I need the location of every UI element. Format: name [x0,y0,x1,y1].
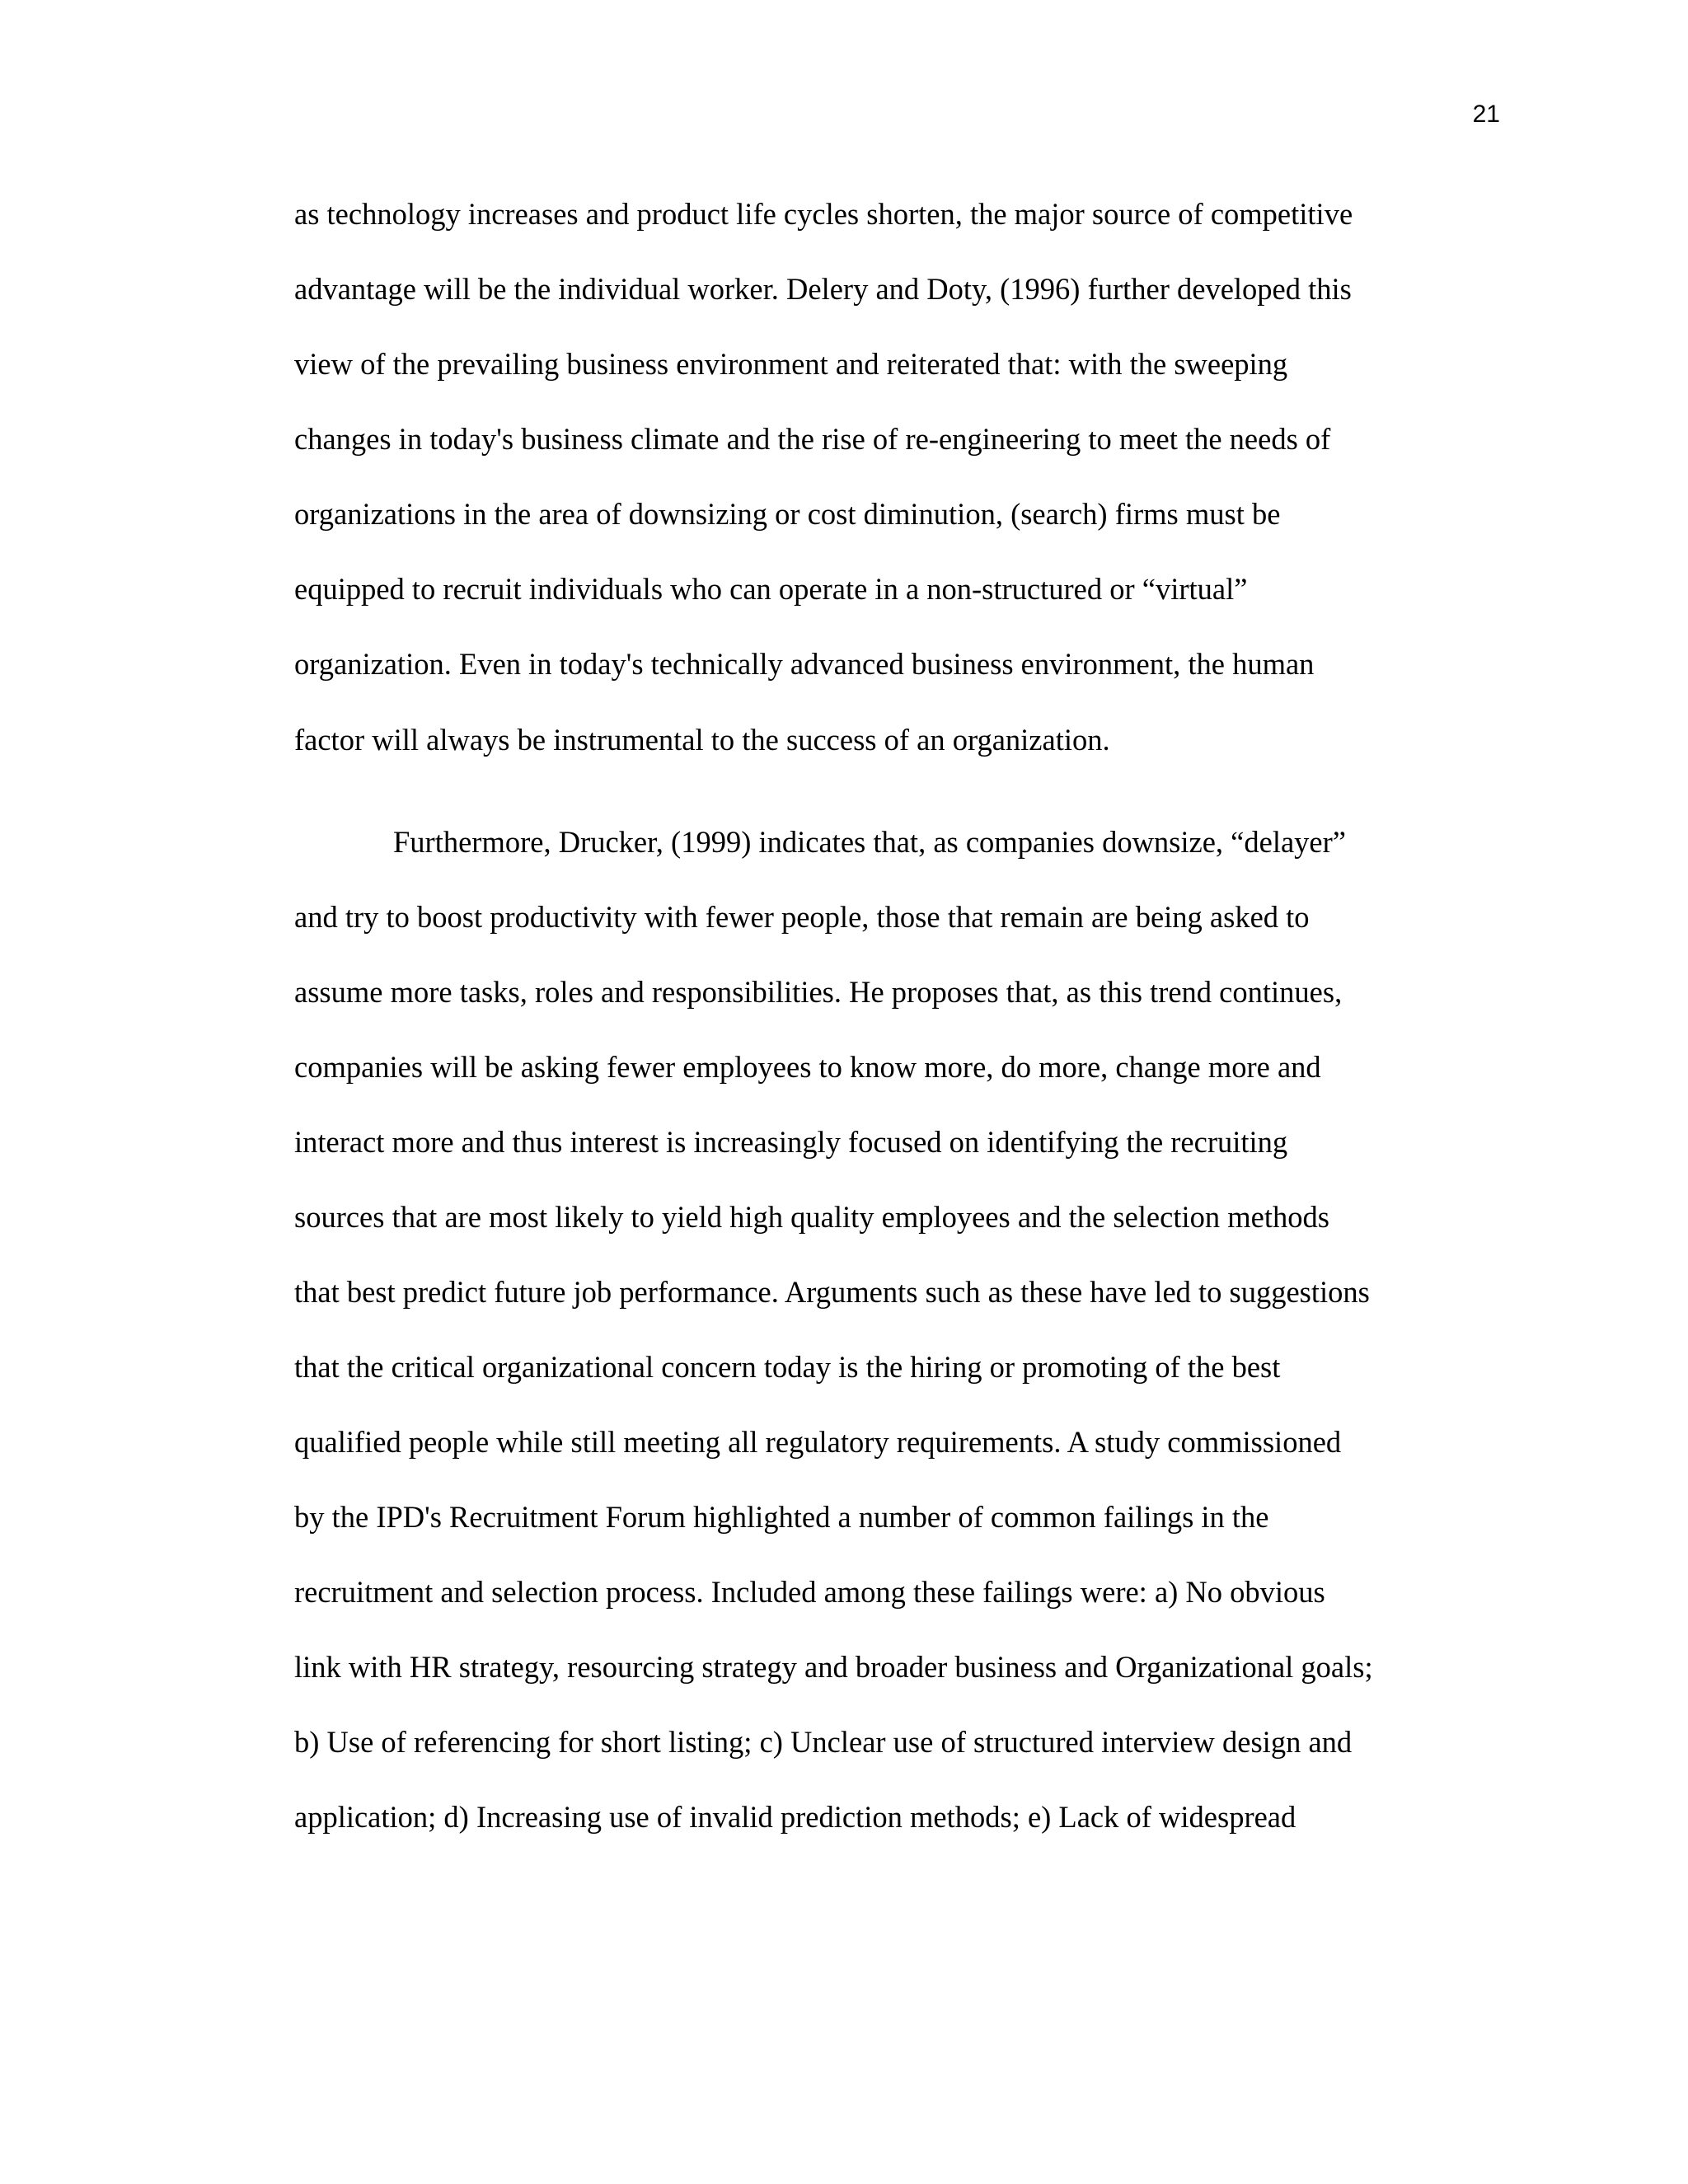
paragraph-1-line: factor will always be instrumental to the success of an organization. [294,723,1110,757]
paragraph-2-line: by the IPD's Recruitment Forum highlighted a number of common failings in the [294,1500,1269,1534]
paragraph-2-line: assume more tasks, roles and responsibilities. He proposes that, as this trend continues, [294,975,1343,1009]
paragraph-2-line: interact more and thus interest is increasingly focused on identifying the recruiting [294,1125,1288,1159]
paragraph-1-line: advantage will be the individual worker. Delery and Doty, (1996) further developed this [294,272,1352,306]
paragraph-2-line: sources that are most likely to yield high quality employees and the selection methods [294,1200,1329,1234]
paragraph-1-line: equipped to recruit individuals who can operate in a non-structured or “virtual” [294,572,1248,606]
paragraph-2-line: b) Use of referencing for short listing; c) Unclear use of structured interview design and [294,1725,1353,1759]
paragraph-2-line: application; d) Increasing use of invalid prediction methods; e) Lack of widespread [294,1800,1296,1834]
paragraph-1-line: as technology increases and product life cycles shorten, the major source of competitive [294,197,1353,231]
paragraph-2-line: recruitment and selection process. Included among these failings were: a) No obvious [294,1575,1325,1609]
paragraph-2-line: and try to boost productivity with fewer people, those that remain are being asked to [294,900,1310,934]
paragraph-1-line: organization. Even in today's technically advanced business environment, the human [294,647,1315,681]
paragraph-2-line: link with HR strategy, resourcing strategy and broader business and Organizational goals; [294,1650,1373,1684]
paragraph-2-line: companies will be asking fewer employees to know more, do more, change more and [294,1050,1321,1084]
paragraph-1-line: view of the prevailing business environment and reiterated that: with the sweeping [294,347,1288,381]
paragraph-2-line: that best predict future job performance. Arguments such as these have led to suggestions [294,1275,1370,1309]
paragraph-2-line: qualified people while still meeting all regulatory requirements. A study commissioned [294,1425,1342,1459]
paragraph-2-line: Furthermore, Drucker, (1999) indicates that, as companies downsize, “delayer” [393,825,1346,859]
paragraph-1-line: changes in today's business climate and the rise of re-engineering to meet the needs of [294,422,1331,456]
paragraph-2-line: that the critical organizational concern today is the hiring or promoting of the best [294,1350,1281,1384]
paragraph-1-line: organizations in the area of downsizing or cost diminution, (search) firms must be [294,497,1281,531]
page-number: 21 [1472,101,1500,128]
